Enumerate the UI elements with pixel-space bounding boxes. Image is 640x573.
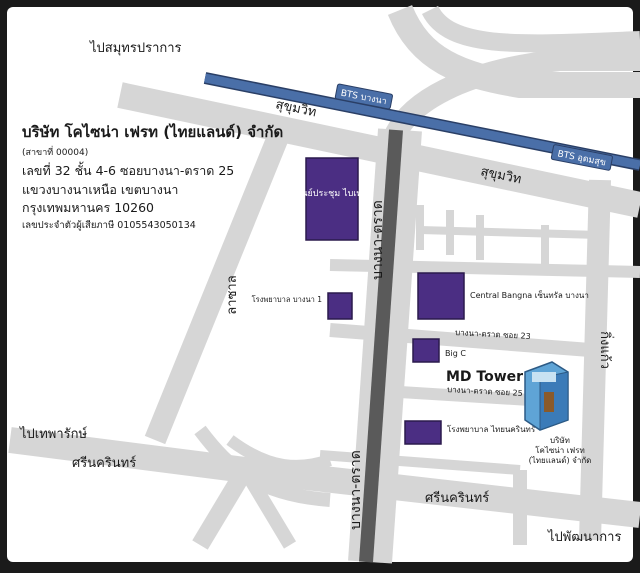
soi-25-label: บางนา-ตราด ซอย 25: [446, 385, 523, 398]
sukhumvit-label-2: สุขุมวิท: [479, 164, 523, 188]
bitec-building: [296, 158, 369, 240]
company-map-label-1: บริษัท: [550, 436, 570, 445]
srinagarindra-label-1: ศรีนครินทร์: [72, 456, 137, 471]
soi-23-label: บางนา-ตราด ซอย 23: [454, 328, 531, 341]
srinagarindra-label-2: ศรีนครินทร์: [425, 491, 490, 506]
company-map-label-2: โคไซน่า เฟรท: [535, 446, 585, 455]
md-tower-label: MD Tower: [446, 369, 524, 385]
company-map-label-3: (ไทยแลนด์) จำกัด: [528, 456, 592, 465]
bangna-trat-label-lower: บางนา-ตราด: [348, 450, 364, 530]
direction-samut-prakan: ไปสมุทรปราการ: [90, 41, 182, 56]
bts-udom-suk-label: BTS อุดมสุข: [556, 149, 607, 169]
bts-bang-na-label: BTS บางนา: [339, 88, 388, 108]
branch-number: (สาขาที่ 00004): [22, 148, 89, 158]
direction-thepharak: ไปเทพารักษ์: [20, 427, 88, 442]
company-name: บริษัท โคไซน่า เฟรท (ไทยแลนด์) จำกัด: [22, 123, 284, 141]
address-line-1: เลขที่ 32 ชั้น 4-6 ซอยบางนา-ตราด 25: [22, 163, 235, 178]
address-line-2: แขวงบางนาเหนือ เขตบางนา: [22, 181, 179, 197]
central-bangna-label: Central Bangna เซ็นทรัล บางนา: [470, 291, 589, 300]
company-info: [22, 125, 283, 230]
la-salle-label: ลาซาล: [225, 275, 240, 315]
tax-id: เลขประจำตัวผู้เสียภาษี 0105543050134: [22, 219, 196, 231]
big-c-label: Big C: [445, 349, 466, 358]
bitec-label: ศูนย์ประชุม ไบเทค: [295, 189, 369, 199]
thai-nakarin-hospital-label: โรงพยาบาล ไทยนครินทร์: [447, 425, 536, 434]
bangna1-hospital-label: โรงพยาบาล บางนา 1: [251, 295, 322, 304]
address-line-3: กรุงเทพมหานคร 10260: [22, 200, 154, 215]
direction-phatthanakan: ไปพัฒนาการ: [548, 530, 622, 545]
bangna-trat-label-upper: บางนา-ตราด: [370, 200, 386, 280]
sukhumvit-label-1: สุขุมวิท: [274, 97, 318, 121]
kingkaew-label: กิ่งแก้ว: [597, 331, 612, 369]
